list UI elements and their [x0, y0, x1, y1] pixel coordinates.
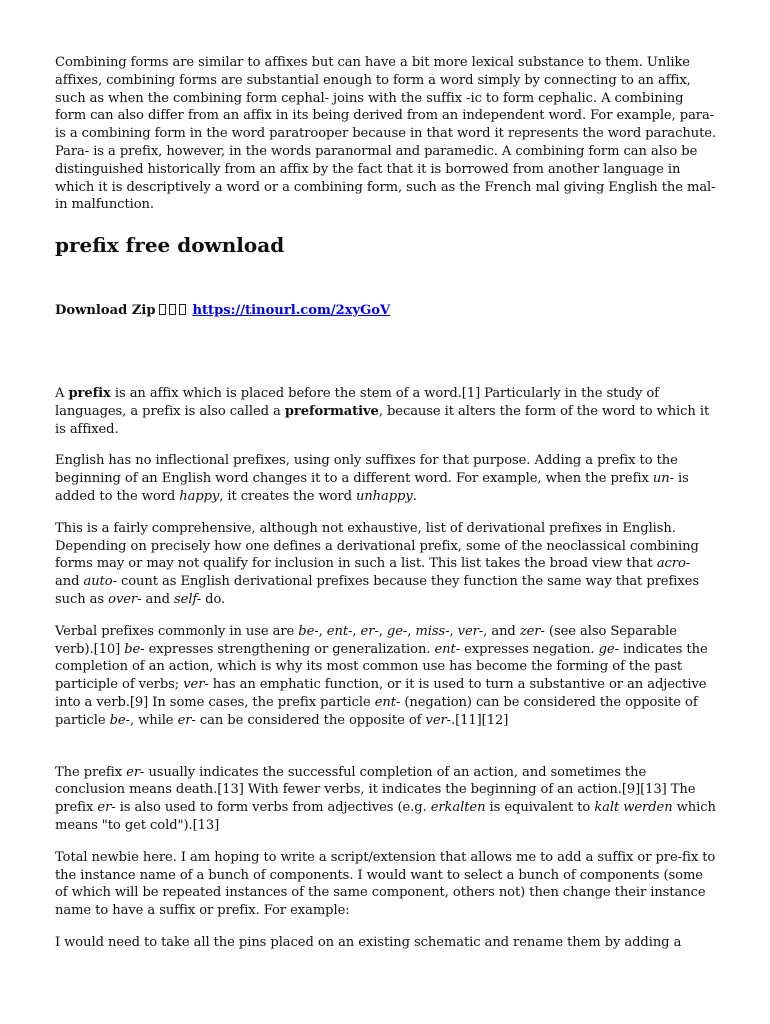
- download-link[interactable]: https://tinourl.com/2xyGoV: [192, 303, 391, 319]
- page-heading: prefix free download: [55, 233, 285, 258]
- glyph-boxes-icon: [159, 302, 189, 320]
- paragraph-verbal-prefixes: Verbal prefixes commonly in use are be-, ent-, er-, ge-, miss-, ver-, and zer- (see also Separable verb).[10] be- expresses strengthening or generalization. ent- expresses negation. ge- indicates the completion of an action, which is why its most common use has become the forming of the past participle of verbs; ver- has an emphatic function, or it is used to turn a substantive or an adjective into a verb.[9] In some cases, the prefix particle ent- (negation) can be considered the opposite of particle be-, while er- can be considered the opposite of ver-.[11][12]: [55, 623, 708, 728]
- paragraph-script-question: Total newbie here. I am hoping to write a script/extension that allows me to add a suffix or pre-fix to the instance name of a bunch of components. I would want to select a bunch of components (some of which will be repeated instances of the same component, others not) then change their instance name to have a suffix or prefix. For example:: [55, 849, 716, 919]
- download-label: Download Zip: [55, 303, 156, 319]
- paragraph-english-prefixes: English has no inflectional prefixes, using only suffixes for that purpose. Adding a prefix to the beginning of an English word changes it to a different word. For example, when the prefix un- is added to the word happy, it creates the word unhappy.: [55, 453, 689, 504]
- intro-paragraph: Combining forms are similar to affixes but can have a bit more lexical substance to them. Unlike affixes, combining forms are substantial enough to form a word simply by connecting to an affix, such as when the combining form cephal- joins with the suffix -ic to form cephalic. A combining form can also differ from an affix in its being derived from an independent word. For example, para- is a combining form in the word paratrooper because in that word it represents the word parachute. Para- is a prefix, however, in the words paranormal and paramedic. A combining form can also be distinguished historically from an affix by the fact that it is borrowed from another language in which it is descriptively a word or a combining form, such as the French mal giving English the mal- in malfunction.: [55, 55, 717, 213]
- paragraph-derivational-list: This is a fairly comprehensive, although not exhaustive, list of derivational prefixes in English. Depending on precisely how one defines a derivational prefix, some of the neoclassical combining forms may or may not qualify for inclusion in such a list. This list takes the broad view that acro- and auto- count as English derivational prefixes because they function the same way that prefixes such as over- and self- do.: [55, 520, 699, 607]
- download-line: [55, 302, 717, 320]
- paragraph-er-prefix: The prefix er- usually indicates the successful completion of an action, and sometimes the conclusion means death.[13] With fewer verbs, it indicates the beginning of an action.[9][13] The prefix er- is also used to form verbs from adjectives (e.g. erkalten is equivalent to kalt werden which means "to get cold").[13]: [55, 764, 716, 833]
- document-page: [55, 54, 717, 966]
- paragraph-pins-rename: I would need to take all the pins placed on an existing schematic and rename them by adding a: [55, 934, 682, 950]
- paragraph-prefix-definition: A prefix is an affix which is placed before the stem of a word.[1] Particularly in the study of languages, a prefix is also called a preformative, because it alters the form of the word to which it is affixed.: [55, 385, 710, 437]
